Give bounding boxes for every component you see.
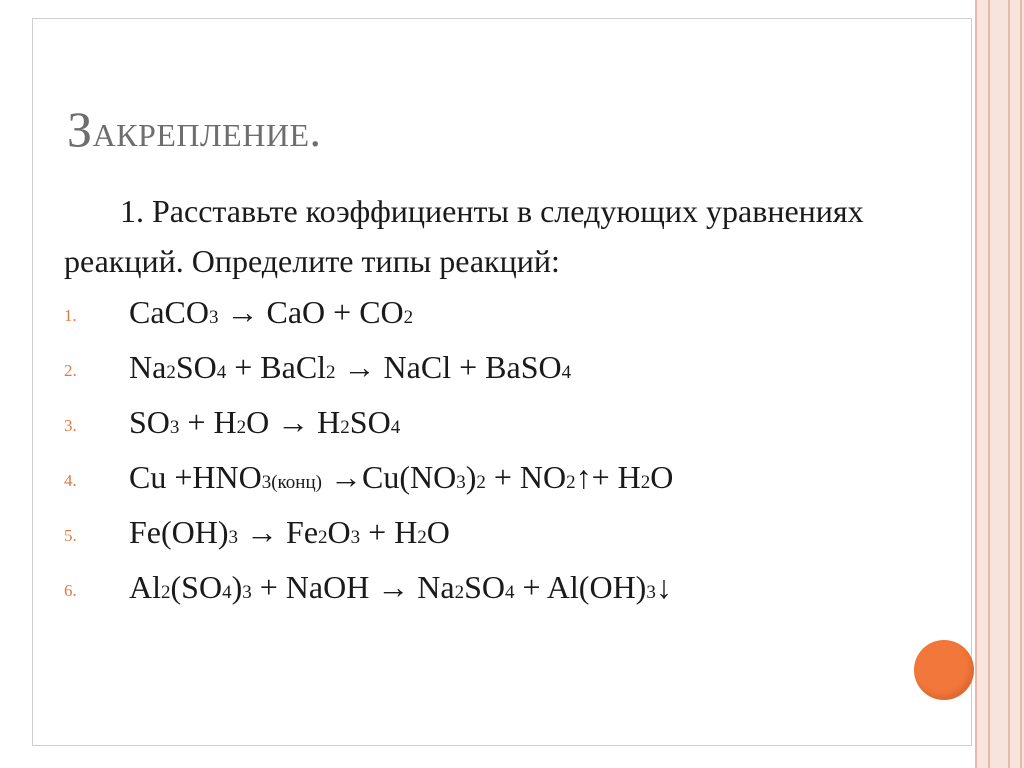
- formula-subscript: 3: [350, 527, 361, 548]
- equation-item: [0, 347, 900, 402]
- equation-item: [0, 457, 900, 512]
- equation-item: [0, 567, 900, 622]
- formula-segment: O: [650, 459, 674, 495]
- formula-segment: ↑+ H: [575, 459, 641, 495]
- formula-segment: O: [426, 514, 450, 550]
- formula-segment: CaCO: [129, 294, 209, 330]
- formula-subscript: 2: [476, 472, 486, 493]
- formula-segment: → CaO + CO: [218, 294, 404, 330]
- orange-circle-decoration: [914, 640, 974, 700]
- equation-text: [129, 347, 571, 393]
- formula-segment: + BaCl: [226, 349, 327, 385]
- border-stripe: [1020, 0, 1022, 768]
- equation-item: [0, 292, 900, 347]
- equation-text: [129, 512, 450, 558]
- formula-subscript: 4: [390, 417, 401, 438]
- equation-number: 2.: [64, 361, 77, 380]
- formula-segment: SO: [129, 404, 170, 440]
- formula-segment: + H: [360, 514, 418, 550]
- formula-subscript: 4: [222, 582, 232, 603]
- formula-subscript: 3: [646, 582, 656, 603]
- formula-segment: + NO: [485, 459, 567, 495]
- formula-subscript: 3: [228, 527, 239, 548]
- equation-number: 6.: [64, 581, 77, 600]
- formula-subscript: 3: [242, 582, 252, 603]
- formula-subscript: 2: [454, 582, 465, 603]
- equation-list: [0, 292, 900, 622]
- formula-subscript: 2: [566, 472, 576, 493]
- formula-segment: + H: [179, 404, 237, 440]
- formula-subscript: 4: [505, 582, 515, 603]
- formula-subscript: 3: [209, 307, 219, 328]
- formula-segment: → Fe: [238, 514, 319, 550]
- formula-segment: SO: [464, 569, 506, 605]
- formula-segment: SO: [349, 404, 391, 440]
- formula-subscript: 2: [326, 362, 336, 383]
- task-instruction: 1. Расставьте коэффициенты в следующих уравнениях реакций. Определите типы реакций:: [64, 193, 864, 279]
- formula-segment: O: [327, 514, 351, 550]
- formula-segment: Fe(OH): [129, 514, 229, 550]
- formula-segment: ): [231, 569, 243, 605]
- formula-segment: →Cu(NO: [321, 459, 457, 495]
- formula-segment: Al: [129, 569, 161, 605]
- formula-subscript: 3: [169, 417, 180, 438]
- formula-segment: Na: [129, 349, 167, 385]
- decorative-border: [975, 0, 1024, 768]
- formula-subscript: 2: [340, 417, 350, 438]
- formula-subscript: 2: [417, 527, 427, 548]
- formula-segment: Cu +HNO: [129, 459, 262, 495]
- formula-segment: (SO: [170, 569, 223, 605]
- formula-subscript: 2: [236, 417, 247, 438]
- formula-subscript: 2: [640, 472, 651, 493]
- formula-segment: + Al(OH): [514, 569, 647, 605]
- border-stripe: [988, 0, 990, 768]
- formula-subscript: 4: [216, 362, 227, 383]
- formula-segment: ): [465, 459, 477, 495]
- equation-item: [0, 402, 900, 457]
- formula-subscript: 2: [318, 527, 328, 548]
- equation-number: 1.: [64, 306, 77, 325]
- border-stripe: [975, 0, 977, 768]
- equation-text: [129, 567, 672, 613]
- formula-subscript: 2: [403, 307, 414, 328]
- equation-number: 5.: [64, 526, 77, 545]
- equation-text: [129, 457, 673, 503]
- formula-segment: + NaOH → Na: [251, 569, 455, 605]
- equation-number: 3.: [64, 416, 77, 435]
- formula-subscript: 2: [161, 582, 171, 603]
- formula-subscript: 2: [166, 362, 176, 383]
- equation-text: [129, 402, 400, 448]
- formula-segment: SO: [175, 349, 217, 385]
- equation-item: [0, 512, 900, 567]
- equation-text: [129, 292, 413, 338]
- formula-subscript: 4: [561, 362, 572, 383]
- border-stripe: [1008, 0, 1010, 768]
- formula-segment: ↓: [655, 569, 672, 605]
- formula-segment: → NaCl + BaSO: [335, 349, 562, 385]
- equation-number: 4.: [64, 471, 77, 490]
- formula-subscript: 3: [456, 472, 466, 493]
- formula-segment: O → H: [246, 404, 341, 440]
- formula-subscript: 3(конц): [261, 472, 322, 493]
- slide-title: Закрепление.: [67, 101, 322, 157]
